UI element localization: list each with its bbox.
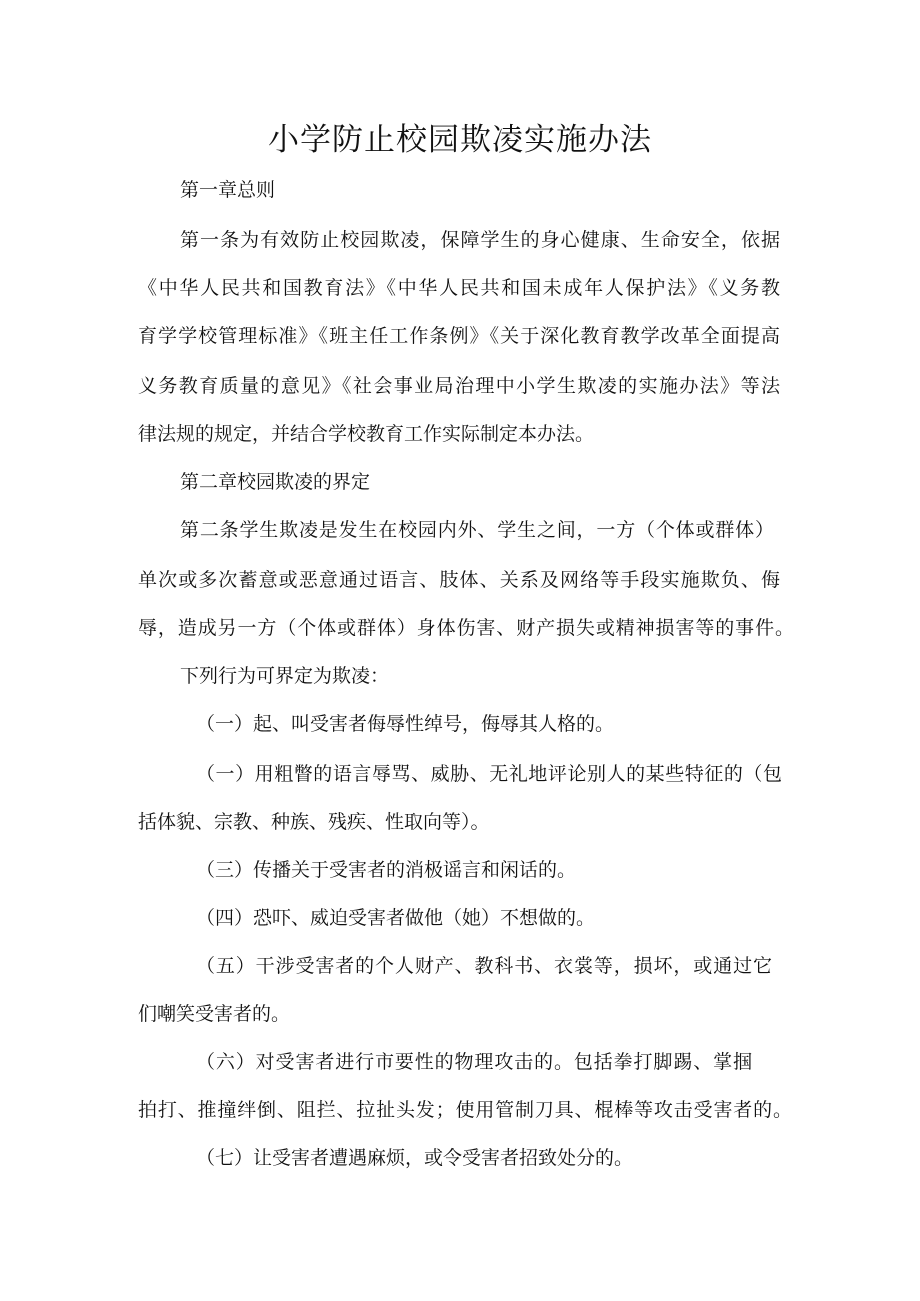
list-item: （四）恐吓、威迫受害者做他（她）不想做的。 <box>196 907 596 929</box>
list-item-continued: 括体貌、宗教、种族、残疾、性取向等）。 <box>138 811 490 833</box>
list-item: （六）对受害者进行市要性的物理攻击的。包括拳打脚踢、掌掴 <box>196 1051 752 1073</box>
article-1-line: 育学学校管理标准》《班主任工作条例》《关于深化教育教学改革全面提高 <box>138 325 780 347</box>
document-title: 小学防止校园欺凌实施办法 <box>268 122 652 158</box>
article-1-line: 义务教育质量的意见》《社会事业局治理中小学生欺凌的实施办法》等法 <box>138 375 780 397</box>
list-item: （一）起、叫受害者侮辱性绰号，侮辱其人格的。 <box>196 713 615 735</box>
list-item: （五）干涉受害者的个人财产、教科书、衣裳等，损坏，或通过它 <box>196 955 772 977</box>
article-1-line: 第一条为有效防止校园欺凌，保障学生的身心健康、生命安全，依据 <box>180 229 780 251</box>
list-item: （三）传播关于受害者的消极谣言和闲话的。 <box>196 859 577 881</box>
list-item-continued: 拍打、推撞绊倒、阻拦、拉扯头发；使用管制刀具、棍棒等攻击受害者的。 <box>138 1099 792 1121</box>
article-2-line: 单次或多次蓄意或恶意通过语言、肢体、关系及网络等手段实施欺负、侮 <box>138 569 780 591</box>
list-intro: 下列行为可界定为欺凌： <box>180 665 390 687</box>
list-item: （一）用粗瞥的语言辱骂、威胁、无礼地评论别人的某些特征的（包 <box>196 763 782 785</box>
article-1-line: 《中华人民共和国教育法》《中华人民共和国未成年人保护法》《义务教 <box>138 277 780 299</box>
chapter-1-heading: 第一章总则 <box>180 179 276 201</box>
list-item: （七）让受害者遭遇麻烦，或令受害者招致处分的。 <box>196 1147 634 1169</box>
article-2-line: 辱，造成另一方（个体或群体）身体伤害、财产损失或精神损害等的事件。 <box>138 617 794 639</box>
list-item-continued: 们嘲笑受害者的。 <box>138 1003 291 1025</box>
article-1-line: 律法规的规定，并结合学校教育工作实际制定本办法。 <box>138 423 595 445</box>
chapter-2-heading: 第二章校园欺凌的界定 <box>180 471 371 493</box>
article-2-line: 第二条学生欺凌是发生在校园内外、学生之间，一方（个体或群体） <box>180 519 774 541</box>
